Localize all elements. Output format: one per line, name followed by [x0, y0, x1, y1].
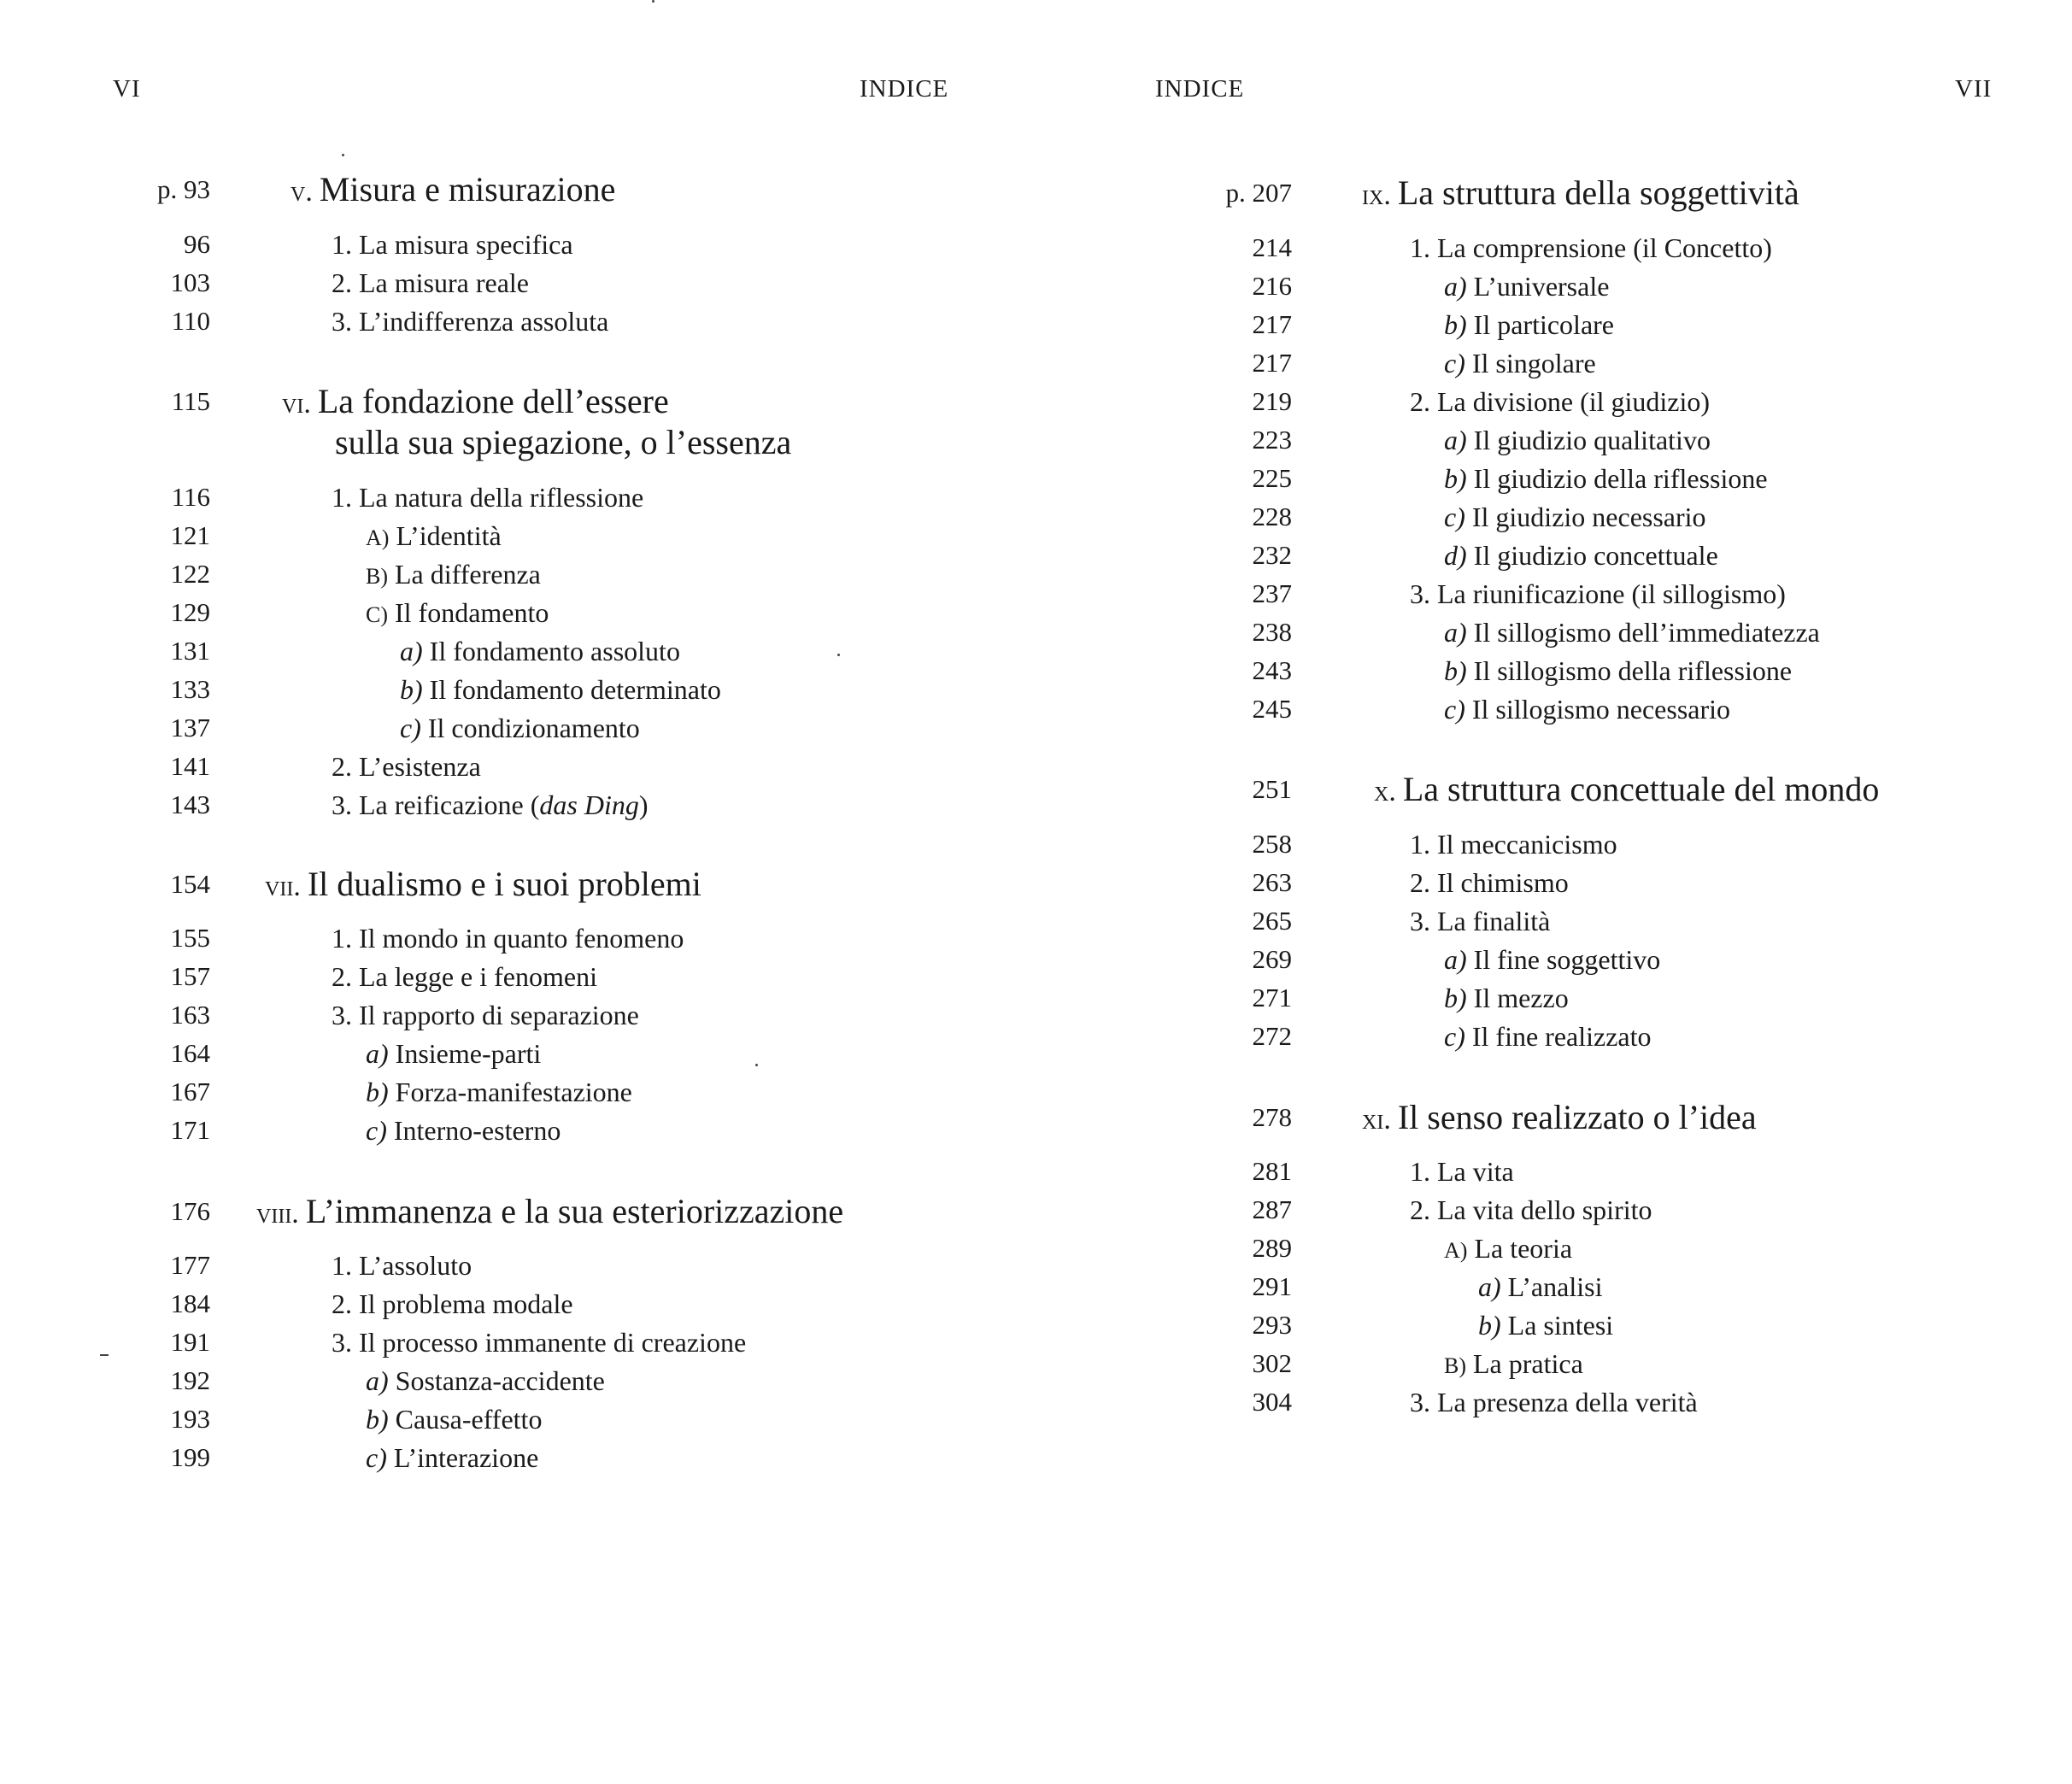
- toc-item[interactable]: [1036, 979, 2072, 1017]
- toc-item[interactable]: [1036, 460, 2072, 497]
- chapter-title: L’immanenza e la sua esteriorizzazione: [305, 1192, 844, 1230]
- subsection-title: L’identità: [396, 520, 502, 551]
- toc-item[interactable]: [1036, 1018, 2072, 1055]
- toc-section[interactable]: [0, 919, 1036, 957]
- toc-section[interactable]: [0, 1247, 1036, 1284]
- page-number: 217: [1252, 309, 1292, 339]
- subsection-numeral: C): [366, 602, 388, 627]
- toc-section[interactable]: [1036, 864, 2072, 901]
- toc-subsection[interactable]: [0, 517, 1036, 555]
- section-numeral: 2.: [1410, 1194, 1430, 1225]
- page-number: 137: [170, 713, 210, 742]
- toc-subsection[interactable]: [0, 594, 1036, 631]
- toc-chapter[interactable]: [0, 862, 1036, 903]
- page-number: 238: [1252, 617, 1292, 647]
- section-numeral: 3.: [332, 789, 352, 820]
- page-number: 184: [170, 1288, 210, 1318]
- page-number: 133: [170, 674, 210, 704]
- item-title: Il fondamento assoluto: [429, 636, 680, 666]
- item-title: Il mezzo: [1473, 983, 1569, 1013]
- item-letter: a): [366, 1038, 389, 1069]
- section-title: La vita dello spirito: [1437, 1194, 1652, 1225]
- toc-section[interactable]: [1036, 575, 2072, 613]
- item-title: Il fine soggettivo: [1473, 944, 1661, 975]
- item-title: La sintesi: [1507, 1310, 1614, 1341]
- page-number: 131: [170, 636, 210, 666]
- scan-speck: [342, 154, 344, 156]
- page-number: 269: [1252, 944, 1292, 974]
- page-number: 265: [1252, 906, 1292, 936]
- item-title: Il giudizio qualitativo: [1473, 425, 1711, 455]
- toc-section[interactable]: [1036, 1191, 2072, 1229]
- section-title: L’esistenza: [359, 751, 481, 782]
- page-number: 163: [170, 1000, 210, 1030]
- page-number: 291: [1252, 1271, 1292, 1301]
- chapter-title-line2: sulla sua spiegazione, o l’essenza: [335, 423, 792, 461]
- toc-chapter[interactable]: [0, 167, 1036, 208]
- page-number: 155: [170, 923, 210, 953]
- toc-subsection[interactable]: [0, 555, 1036, 593]
- item-letter: a): [1444, 425, 1467, 455]
- item-letter: b): [366, 1404, 389, 1435]
- page-number: 103: [170, 267, 210, 297]
- item-title: Il singolare: [1471, 348, 1596, 379]
- section-title: La natura della riflessione: [359, 482, 644, 513]
- section-title: L’assoluto: [359, 1250, 473, 1281]
- item-letter: c): [1444, 348, 1465, 379]
- toc-section[interactable]: [1036, 383, 2072, 420]
- item-letter: c): [1444, 502, 1465, 532]
- item-title: L’analisi: [1507, 1271, 1603, 1302]
- item-title: Il giudizio concettuale: [1473, 540, 1718, 571]
- page-number: 219: [1252, 386, 1292, 416]
- page-number: 214: [1252, 232, 1292, 262]
- toc-section[interactable]: [0, 1285, 1036, 1323]
- chapter-numeral: ix.: [1362, 179, 1391, 211]
- subsection-numeral: B): [1444, 1353, 1466, 1378]
- toc-item[interactable]: [1036, 421, 2072, 459]
- toc-section[interactable]: [0, 996, 1036, 1034]
- item-letter: a): [1444, 944, 1467, 975]
- toc-item[interactable]: [1036, 1306, 2072, 1344]
- section-title: L’indifferenza assoluta: [359, 306, 609, 337]
- chapter-title: Misura e misurazione: [319, 170, 616, 208]
- chapter-numeral: v.: [291, 176, 313, 208]
- chapter-title: La struttura della soggettività: [1397, 173, 1799, 212]
- toc-item[interactable]: [1036, 613, 2072, 651]
- section-title: Il processo immanente di creazione: [359, 1327, 747, 1358]
- toc-section[interactable]: [0, 786, 1036, 824]
- section-numeral: 2.: [332, 961, 352, 992]
- scan-speck: [755, 1064, 758, 1066]
- page-number: 281: [1252, 1156, 1292, 1186]
- section-numeral: 2.: [1410, 867, 1430, 898]
- toc-section[interactable]: [1036, 902, 2072, 940]
- toc-chapter-continuation: [0, 422, 1036, 460]
- toc-section[interactable]: [0, 226, 1036, 263]
- page-number: 302: [1252, 1348, 1292, 1378]
- chapter-numeral: vi.: [282, 388, 311, 420]
- item-letter: b): [366, 1077, 389, 1107]
- running-head: INDICE: [860, 75, 949, 103]
- page-number: 110: [171, 306, 210, 336]
- page-number: 289: [1252, 1233, 1292, 1263]
- toc-item[interactable]: [1036, 941, 2072, 978]
- toc-chapter[interactable]: [1036, 767, 2072, 808]
- toc-item[interactable]: [0, 1035, 1036, 1072]
- chapter-title: La fondazione dell’essere: [317, 382, 669, 420]
- page-number: 258: [1252, 829, 1292, 859]
- item-title: Il sillogismo della riflessione: [1473, 655, 1793, 686]
- section-title: La reificazione (: [359, 789, 540, 820]
- page-number: 171: [170, 1115, 210, 1145]
- page-number: 228: [1252, 502, 1292, 531]
- section-numeral: 1.: [332, 482, 352, 513]
- toc-item[interactable]: [0, 671, 1036, 708]
- item-letter: b): [1478, 1310, 1501, 1341]
- toc-item[interactable]: [1036, 306, 2072, 343]
- item-title: Causa-effetto: [395, 1404, 543, 1435]
- section-title: Il meccanicismo: [1437, 829, 1617, 860]
- item-letter: b): [1444, 655, 1467, 686]
- toc-section[interactable]: [1036, 1383, 2072, 1421]
- toc-section[interactable]: [0, 748, 1036, 785]
- page-number: 245: [1252, 694, 1292, 724]
- page-number: 157: [170, 961, 210, 991]
- item-letter: b): [1444, 309, 1467, 340]
- page-number: 243: [1252, 655, 1292, 685]
- section-numeral: 2.: [332, 267, 352, 298]
- item-letter: d): [1444, 540, 1467, 571]
- section-numeral: 3.: [1410, 1387, 1430, 1417]
- item-letter: c): [1444, 694, 1465, 725]
- page-number: 143: [170, 789, 210, 819]
- toc-section[interactable]: [1036, 825, 2072, 863]
- page-number: 217: [1252, 348, 1292, 378]
- section-title: La comprensione (il Concetto): [1437, 232, 1772, 263]
- chapter-title: La struttura concettuale del mondo: [1402, 770, 1880, 808]
- page-number: 96: [184, 229, 210, 259]
- page-number: 263: [1252, 867, 1292, 897]
- item-letter: c): [366, 1115, 387, 1146]
- item-title: Il sillogismo necessario: [1471, 694, 1731, 725]
- section-title: La vita: [1437, 1156, 1514, 1187]
- toc-chapter[interactable]: [1036, 1095, 2072, 1136]
- section-title: La presenza della verità: [1437, 1387, 1698, 1417]
- page-number: 192: [170, 1365, 210, 1395]
- item-title: Forza-manifestazione: [395, 1077, 632, 1107]
- item-letter: a): [366, 1365, 389, 1396]
- page-number: 293: [1252, 1310, 1292, 1340]
- section-numeral: 1.: [332, 229, 352, 260]
- page-number: 177: [170, 1250, 210, 1280]
- section-title: Il problema modale: [359, 1288, 573, 1319]
- toc-item[interactable]: [0, 709, 1036, 747]
- section-title: La divisione (il giudizio): [1437, 386, 1711, 417]
- section-title-italic: das Ding: [539, 789, 639, 820]
- toc-section[interactable]: [1036, 1153, 2072, 1190]
- subsection-title: La pratica: [1473, 1348, 1583, 1379]
- toc-item[interactable]: [1036, 1268, 2072, 1306]
- section-numeral: 1.: [332, 1250, 352, 1281]
- section-title: La misura reale: [359, 267, 529, 298]
- toc-section[interactable]: [0, 1323, 1036, 1361]
- subsection-title: La teoria: [1474, 1233, 1573, 1264]
- page-number: 193: [170, 1404, 210, 1434]
- section-numeral: 1.: [1410, 1156, 1430, 1187]
- toc-section[interactable]: [0, 478, 1036, 516]
- section-numeral: 2.: [332, 751, 352, 782]
- item-title: Il sillogismo dell’immediatezza: [1473, 617, 1820, 648]
- section-numeral: 3.: [332, 306, 352, 337]
- scan-speck: [652, 0, 654, 3]
- page-number: 167: [170, 1077, 210, 1106]
- item-title: L’universale: [1473, 271, 1610, 302]
- subsection-title: Il fondamento: [395, 597, 549, 628]
- section-numeral: 1.: [1410, 232, 1430, 263]
- section-title: La legge e i fenomeni: [359, 961, 597, 992]
- toc-item[interactable]: [1036, 537, 2072, 574]
- page-number: 199: [170, 1442, 210, 1472]
- item-title: Insieme-parti: [395, 1038, 542, 1069]
- page-number: 272: [1252, 1021, 1292, 1051]
- toc-subsection[interactable]: [1036, 1345, 2072, 1382]
- page-number: 129: [170, 597, 210, 627]
- item-title: Il fondamento determinato: [429, 674, 721, 705]
- item-title: Il condizionamento: [427, 713, 640, 743]
- item-title: Il giudizio della riflessione: [1473, 463, 1768, 494]
- section-numeral: 2.: [1410, 386, 1430, 417]
- page-number: 154: [170, 869, 210, 899]
- item-title: Il fine realizzato: [1471, 1021, 1652, 1052]
- section-title: Il mondo in quanto fenomeno: [359, 923, 684, 954]
- toc-item[interactable]: [0, 1439, 1036, 1476]
- page-number: p. 207: [1225, 178, 1292, 208]
- section-title-end: ): [638, 789, 649, 820]
- subsection-title: La differenza: [395, 559, 541, 590]
- page-number: 121: [170, 520, 210, 550]
- section-title: La riunificazione (il sillogismo): [1437, 578, 1786, 609]
- page-number: 115: [171, 386, 210, 416]
- page-number: 232: [1252, 540, 1292, 570]
- page-folio: VII: [1955, 75, 1993, 103]
- page-number: 278: [1252, 1102, 1292, 1132]
- item-title: Il particolare: [1473, 309, 1614, 340]
- page-number: 216: [1252, 271, 1292, 301]
- item-letter: c): [1444, 1021, 1465, 1052]
- page-number: 271: [1252, 983, 1292, 1012]
- toc-subsection[interactable]: [1036, 1229, 2072, 1267]
- chapter-title: Il dualismo e i suoi problemi: [307, 865, 701, 903]
- page-number: 225: [1252, 463, 1292, 493]
- toc-section[interactable]: [0, 302, 1036, 340]
- toc-item[interactable]: [1036, 652, 2072, 690]
- page-number: 237: [1252, 578, 1292, 608]
- page-number: 223: [1252, 425, 1292, 455]
- section-numeral: 3.: [332, 1000, 352, 1030]
- subsection-numeral: B): [366, 564, 388, 589]
- toc-section[interactable]: [1036, 229, 2072, 267]
- item-letter: a): [400, 636, 423, 666]
- toc-chapter[interactable]: [0, 1189, 1036, 1230]
- item-letter: a): [1444, 617, 1467, 648]
- item-title: Sostanza-accidente: [395, 1365, 605, 1396]
- section-numeral: 1.: [1410, 829, 1430, 860]
- page-number: 122: [170, 559, 210, 589]
- toc-item[interactable]: [0, 1073, 1036, 1111]
- page-number: 191: [170, 1327, 210, 1357]
- toc-item[interactable]: [1036, 690, 2072, 728]
- running-head: INDICE: [1155, 75, 1245, 103]
- toc-item[interactable]: [0, 1362, 1036, 1400]
- item-letter: b): [400, 674, 423, 705]
- toc-item[interactable]: [1036, 267, 2072, 305]
- chapter-title: Il senso realizzato o l’idea: [1397, 1098, 1757, 1136]
- item-letter: b): [1444, 463, 1467, 494]
- item-letter: b): [1444, 983, 1467, 1013]
- item-title: Il giudizio necessario: [1471, 502, 1706, 532]
- chapter-numeral: viii.: [256, 1198, 299, 1229]
- chapter-numeral: x.: [1374, 776, 1396, 807]
- item-letter: a): [1444, 271, 1467, 302]
- subsection-numeral: A): [366, 525, 390, 550]
- section-numeral: 3.: [332, 1327, 352, 1358]
- item-title: Interno-esterno: [393, 1115, 561, 1146]
- item-letter: c): [366, 1442, 387, 1473]
- page-number: 164: [170, 1038, 210, 1068]
- page-number: p. 93: [157, 174, 210, 204]
- toc-item[interactable]: [0, 632, 1036, 670]
- toc-section[interactable]: [0, 958, 1036, 995]
- toc-section[interactable]: [0, 264, 1036, 302]
- section-title: Il chimismo: [1437, 867, 1569, 898]
- section-numeral: 3.: [1410, 578, 1430, 609]
- page-number: 176: [170, 1196, 210, 1226]
- chapter-numeral: xi.: [1362, 1104, 1391, 1136]
- right-page: [1036, 0, 2072, 1784]
- page-number: 251: [1252, 774, 1292, 804]
- page-number: 304: [1252, 1387, 1292, 1417]
- subsection-numeral: A): [1444, 1238, 1468, 1263]
- section-numeral: 3.: [1410, 906, 1430, 936]
- page-number: 287: [1252, 1194, 1292, 1224]
- item-title: L’interazione: [393, 1442, 539, 1473]
- toc-chapter[interactable]: [1036, 171, 2072, 212]
- page-folio: VI: [113, 75, 141, 103]
- chapter-numeral: vii.: [265, 871, 301, 902]
- section-title: La finalità: [1437, 906, 1551, 936]
- scan-speck: [100, 1354, 109, 1356]
- page-number: 116: [171, 482, 210, 512]
- item-letter: c): [400, 713, 421, 743]
- toc-item[interactable]: [1036, 498, 2072, 536]
- toc-chapter[interactable]: [0, 379, 1036, 420]
- scan-speck: [837, 654, 840, 656]
- toc-item[interactable]: [0, 1400, 1036, 1438]
- toc-item[interactable]: [0, 1112, 1036, 1149]
- item-letter: a): [1478, 1271, 1501, 1302]
- section-title: La misura specifica: [359, 229, 573, 260]
- section-title: Il rapporto di separazione: [359, 1000, 639, 1030]
- section-numeral: 1.: [332, 923, 352, 954]
- page-number: 141: [170, 751, 210, 781]
- section-numeral: 2.: [332, 1288, 352, 1319]
- toc-item[interactable]: [1036, 344, 2072, 382]
